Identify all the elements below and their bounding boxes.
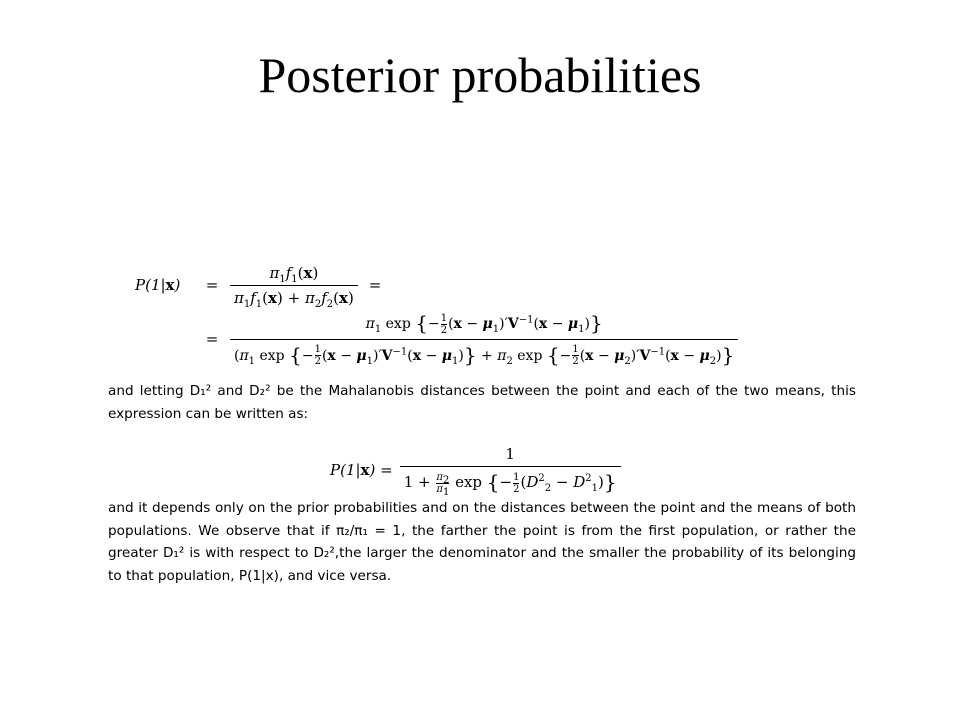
mahalanobis-fraction: 1 1 + $\frac{\pi_2}{\pi_1}$ exp {− $\frac{1}{2}$ $(D^2_2 - D^2_1)$} — [400, 445, 621, 495]
equation-posterior-mahalanobis — [330, 440, 650, 500]
exponential-form-fraction: $\pi_1$ exp {− $\frac{1}{2}$ $(x - \mu_1)'V^{-1}(x - \mu_1)$} ($\pi_1$ exp {− $\frac{1}{2}$ $(x - \mu_1)'V^{-1}(x - \mu_1)\} + \pi_2$ exp {− $\frac{1}{2}$ $(x - \mu_2)'V^{-1}(x - \mu_2)$} — [230, 311, 738, 367]
equation-posterior-definition — [135, 262, 855, 368]
equation-lhs: P(1|x) — [135, 276, 181, 294]
fraction-numerator: 1 — [505, 445, 515, 464]
equals-sign: = — [205, 276, 219, 294]
density-ratio-fraction: $\frac{\pi_1f_1(x)}{\pi_1f_1(x) + \pi_2f_2(x)}$ — [230, 264, 358, 307]
paragraph-mahalanobis: and letting D₁² and D₂² be the Mahalanobis distances between the point and each of the two means, this expression can be written as: — [108, 383, 856, 422]
paragraph-interpretation: and it depends only on the prior probabilities and on the distances between the point and the means of both populations. We observe that if π₂/π₁ = 1, the farther the point is from the first population, or rather the greater D₁² is with respect to D₂²,the larger the denominator and the smaller the probability of its belonging to that population, P(1|x), and vice versa. — [108, 500, 856, 584]
equals-sign-trailing: = — [368, 276, 382, 294]
equation2-lhs: P(1|x) = — [330, 461, 393, 479]
slide-title: Posterior probabilities — [258, 47, 702, 103]
equals-sign-second: = — [205, 330, 219, 348]
